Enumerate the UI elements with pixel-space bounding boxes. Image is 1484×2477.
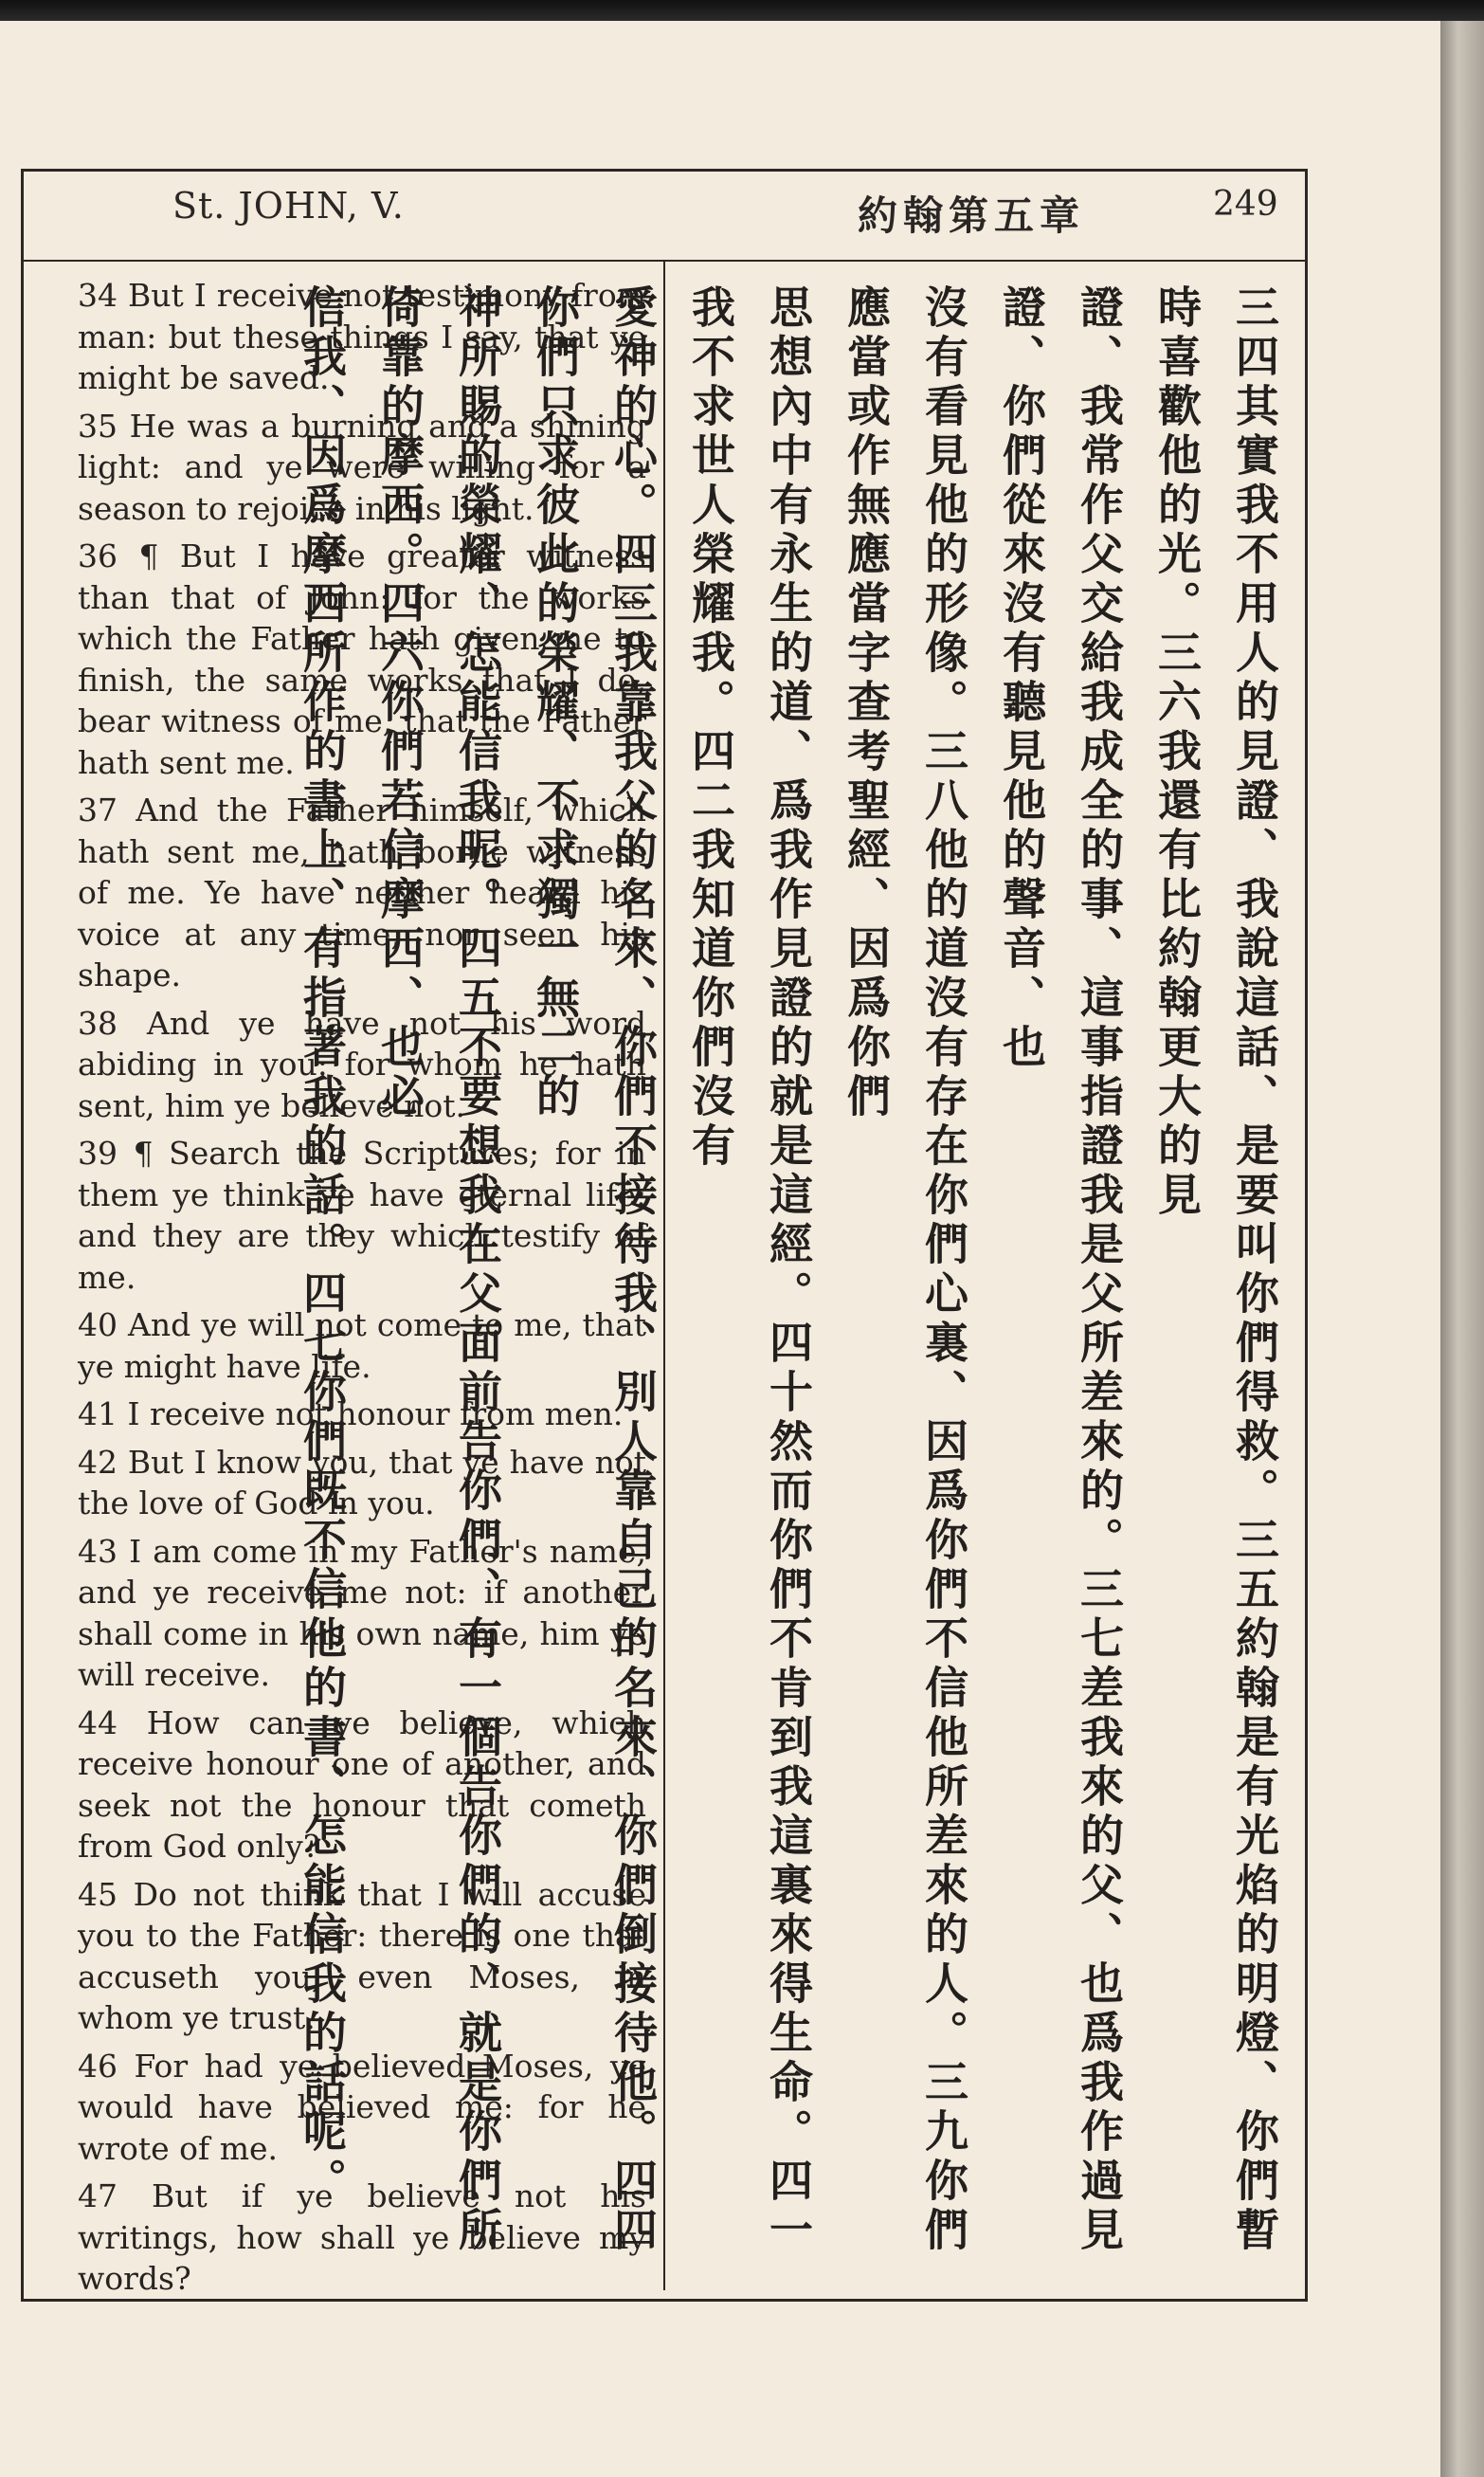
chinese-line: 信我、因爲摩西所作的書上、有指著我的話。四七你們既不信他的書、怎能信我的話呢。 bbox=[297, 284, 348, 2207]
verse-37: 37 And the Father himself, which hath sent me, hath borne witness of me. Ye have neither heard his voice at any time, nor seen his shape. bbox=[78, 792, 646, 993]
verse-36: 36 ¶ But I have greater witness than that of John: for the works which the Father hath given me to finish, the same works that I do, bear witness of me, that the Father hath sent me. bbox=[78, 537, 646, 781]
chinese-line: 三四其實我不用人的見證、我說這話、是要叫你們得救。三五約翰是有光焰的明燈、你們暫時喜歡他的光。三六我還有比約翰更大的見 bbox=[1151, 284, 1280, 2256]
verse-47: 47 But if ye believe not his writings, how shall ye believe my words? bbox=[78, 2177, 646, 2297]
page-number: 249 bbox=[1213, 185, 1278, 224]
verse-40: 40 And ye will not come to me, that ye might have life. bbox=[78, 1306, 646, 1385]
verse-39: 39 ¶ Search the Scriptures; for in them ye think ye have eternal life: and they are they which testify of me. bbox=[78, 1135, 646, 1296]
verse-41: 41 I receive not honour from men. bbox=[78, 1395, 624, 1432]
running-head-chinese: 約翰第五章 bbox=[858, 192, 1086, 239]
verse-34: 34 But I receive not testimony from man: but these things I say, that ye might be saved. bbox=[78, 277, 646, 396]
verse-45: 45 Do not think that I will accuse you to the Father: there is one that accuseth you, even Moses, in whom ye trust. bbox=[78, 1875, 646, 2036]
verse-44: 44 How can ye believe, which receive honour one of another, and seek not the honour that cometh from God only? bbox=[78, 1703, 646, 1865]
chinese-line: 沒有看見他的形像。三八他的道沒有存在你們心裏、因爲你們不信他所差來的人。三九你們應當或作無應當字查考聖經、因爲你們 bbox=[841, 284, 969, 2256]
verse-46: 46 For had ye believed Moses, ye would have believed me: for he wrote of me. bbox=[78, 2047, 646, 2167]
chinese-line: 思想內中有永生的道、爲我作見證的就是這經。四十然而你們不肯到我這裏來得生命。四一我不求世人榮耀我。四二我知道你們沒有 bbox=[685, 284, 814, 2256]
page-edge bbox=[1440, 21, 1484, 2477]
running-head-english: St. JOHN, V. bbox=[172, 185, 405, 227]
verse-42: 42 But I know you, that ye have not the love of God in you. bbox=[78, 1443, 646, 1521]
verse-35: 35 He was a burning and a shining light: and ye were willing for a season to rejoice in his light. bbox=[78, 407, 646, 527]
scan-top-shadow bbox=[0, 0, 1484, 21]
chinese-line: 愛神的心。四三我靠我父的名來、你們不接待我、別人靠自己的名來、你們倒接待他。四四你們只求彼此的榮耀、不求獨一無二的 bbox=[530, 284, 659, 2256]
verse-38: 38 And ye have not his word abiding in you: for whom he hath sent, him ye believe not. bbox=[78, 1004, 646, 1124]
chinese-line: 證、我常作父交給我成全的事、這事指證我是父所差來的。三七差我來的父、也爲我作過見證、你們從來沒有聽見他的聲音、也 bbox=[996, 284, 1125, 2256]
verse-43: 43 I am come in my Father's name, and ye receive me not: if another shall come in his own name, him ye will receive. bbox=[78, 1532, 646, 1693]
chinese-line: 神所賜的榮耀、怎能信我呢。四五不要想我在父面前告你們、有一個告你們的、就是你們所倚靠的摩西。四六你們若信摩西、也必 bbox=[374, 284, 503, 2256]
